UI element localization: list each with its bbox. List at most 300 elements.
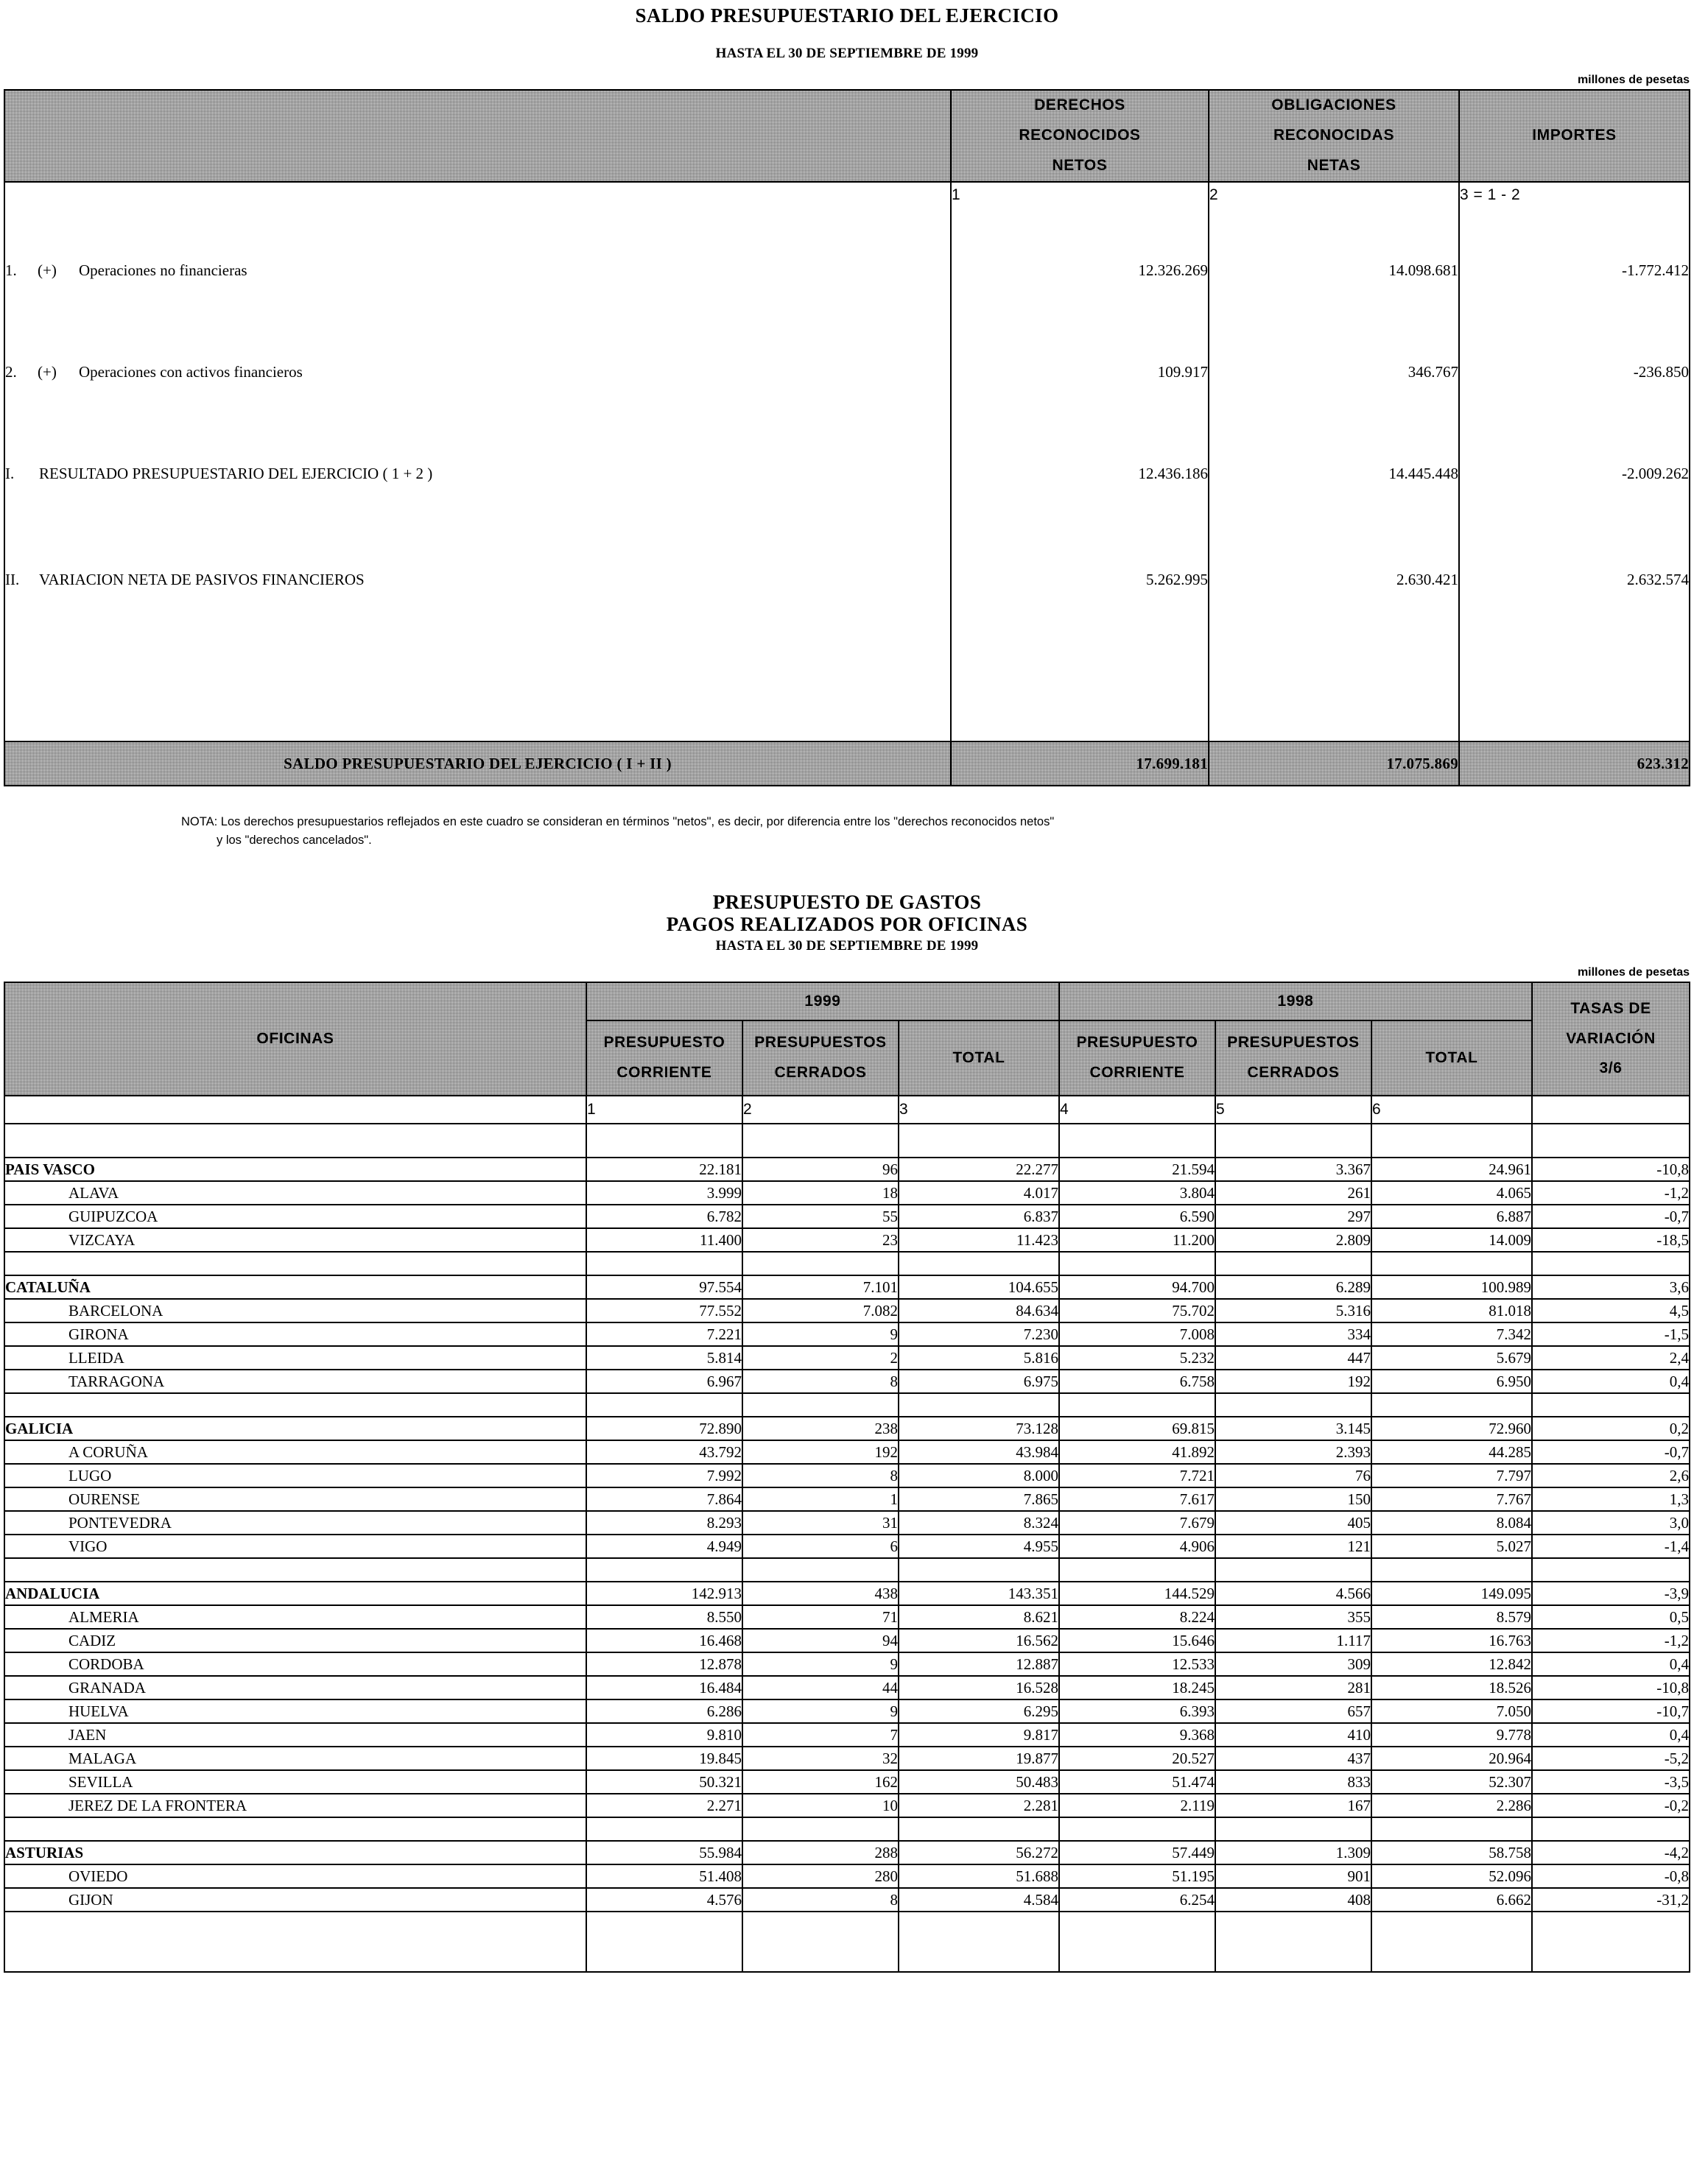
table2-title-line1: PRESUPUESTO DE GASTOS	[712, 890, 982, 913]
table1-total-row	[4, 741, 1690, 786]
cell-c1: 55.984	[586, 1841, 742, 1864]
colnum-1: 1	[951, 182, 1209, 208]
table2-header-1998: 1998	[1059, 982, 1532, 1021]
total-label: SALDO PRESUPUESTARIO DEL EJERCICIO ( I + II )	[4, 741, 951, 786]
cell-c3: 16.528	[899, 1676, 1059, 1699]
cell-c7: 2,4	[1532, 1346, 1690, 1370]
table-row	[4, 1299, 1690, 1322]
colnum-3: 3	[899, 1096, 1059, 1124]
cell-c6: 7.797	[1371, 1464, 1532, 1487]
cell-c3: -236.850	[1459, 356, 1690, 387]
table2-header-tasas	[1532, 982, 1690, 1096]
cell-c1: 12.436.186	[951, 458, 1209, 489]
cell-c1: 6.967	[586, 1370, 742, 1393]
office-name: MALAGA	[4, 1747, 586, 1770]
cell-c2: 192	[742, 1440, 899, 1464]
cell-c1: 8.550	[586, 1605, 742, 1629]
table1-colnum-row	[4, 182, 1690, 208]
spacer-cell	[1371, 1393, 1532, 1417]
cell-c7: -31,2	[1532, 1888, 1690, 1912]
office-name: GRANADA	[4, 1676, 586, 1699]
spacer-cell	[586, 1124, 742, 1158]
saldo-presupuestario-table	[4, 89, 1690, 786]
table-row	[4, 1841, 1690, 1864]
cell-c3: 2.632.574	[1459, 564, 1690, 595]
row-label-operaciones-activos-financieros	[4, 356, 951, 387]
cell-c5: 309	[1215, 1652, 1371, 1676]
cell-c4: 15.646	[1059, 1629, 1215, 1652]
cell-c3: 73.128	[899, 1417, 1059, 1440]
cell-c2: 7.101	[742, 1275, 899, 1299]
cell-c3: 19.877	[899, 1747, 1059, 1770]
cell-c1: 11.400	[586, 1228, 742, 1252]
cell-c7: -0,2	[1532, 1794, 1690, 1817]
table-row	[4, 1699, 1690, 1723]
cell-c2: 238	[742, 1417, 899, 1440]
cell-c3: 6.295	[899, 1699, 1059, 1723]
spacer-cell	[742, 1252, 899, 1275]
cell-c2: 32	[742, 1747, 899, 1770]
table-row	[4, 1181, 1690, 1205]
table-row	[4, 1535, 1690, 1558]
cell-c7: 1,3	[1532, 1487, 1690, 1511]
office-name: CADIZ	[4, 1629, 586, 1652]
cell-c3: 84.634	[899, 1299, 1059, 1322]
cell-c1: 72.890	[586, 1417, 742, 1440]
cell-c6: 81.018	[1371, 1299, 1532, 1322]
spacer-cell	[1215, 1393, 1371, 1417]
row-index: II.	[5, 570, 20, 588]
office-name: SEVILLA	[4, 1770, 586, 1794]
spacer-cell	[4, 1393, 586, 1417]
spacer-cell	[899, 1252, 1059, 1275]
cell-c2: 10	[742, 1794, 899, 1817]
spacer-cell	[4, 286, 951, 356]
note-line-1: NOTA: Los derechos presupuestarios reflejados en este cuadro se consideran en términos "netos", es decir, por diferencia entre los "derechos reconocidos netos"	[181, 815, 1055, 829]
spacer-cell	[1059, 1817, 1215, 1841]
office-name: VIZCAYA	[4, 1228, 586, 1252]
table2-subtitle: HASTA EL 30 DE SEPTIEMBRE DE 1999	[715, 938, 979, 954]
table2-bottom-fill	[4, 1912, 1690, 1972]
table-row	[4, 1464, 1690, 1487]
cell-c4: 75.702	[1059, 1299, 1215, 1322]
cell-c3: 9.817	[899, 1723, 1059, 1747]
header-line-2: CORRIENTE	[1089, 1064, 1185, 1082]
cell-c6: 52.307	[1371, 1770, 1532, 1794]
spacer-cell	[1459, 595, 1690, 741]
table2-units: millones de pesetas	[1577, 966, 1690, 979]
table-row	[4, 1770, 1690, 1794]
table-row	[4, 1487, 1690, 1511]
cell-c4: 69.815	[1059, 1417, 1215, 1440]
office-name: TARRAGONA	[4, 1370, 586, 1393]
table-row	[4, 1417, 1690, 1440]
spacer-cell	[1215, 1124, 1371, 1158]
row-label-resultado-presupuestario	[4, 458, 951, 489]
cell-c3: 43.984	[899, 1440, 1059, 1464]
cell-c6: 16.763	[1371, 1629, 1532, 1652]
cell-c5: 261	[1215, 1181, 1371, 1205]
cell-c4: 6.393	[1059, 1699, 1215, 1723]
spacer-cell	[742, 1817, 899, 1841]
header-line-3: 3/6	[1599, 1060, 1623, 1077]
fill-cell	[899, 1912, 1059, 1972]
table-row	[4, 1322, 1690, 1346]
spacer-cell	[586, 1817, 742, 1841]
spacer-cell	[742, 1124, 899, 1158]
cell-c1: 19.845	[586, 1747, 742, 1770]
header-line-3: NETAS	[1307, 157, 1361, 175]
cell-c4: 41.892	[1059, 1440, 1215, 1464]
cell-c4: 18.245	[1059, 1676, 1215, 1699]
office-name: LLEIDA	[4, 1346, 586, 1370]
table1-header-row	[4, 90, 1690, 182]
header-line-1: PRESUPUESTO	[1076, 1034, 1198, 1052]
cell-c1: 7.992	[586, 1464, 742, 1487]
table2-group-spacer	[4, 1393, 1690, 1417]
office-name: ALMERIA	[4, 1605, 586, 1629]
colnum-6: 6	[1371, 1096, 1532, 1124]
spacer-cell	[951, 208, 1209, 255]
cell-c1: 51.408	[586, 1864, 742, 1888]
spacer-cell	[1459, 387, 1690, 458]
table-row	[4, 1652, 1690, 1676]
cell-c6: 12.842	[1371, 1652, 1532, 1676]
table2-header-1998-total: TOTAL	[1371, 1021, 1532, 1096]
cell-c1: 6.782	[586, 1205, 742, 1228]
cell-c5: 6.289	[1215, 1275, 1371, 1299]
cell-c5: 4.566	[1215, 1582, 1371, 1605]
cell-c7: -0,8	[1532, 1864, 1690, 1888]
cell-c6: 52.096	[1371, 1864, 1532, 1888]
spacer-cell	[586, 1558, 742, 1582]
cell-c7: -3,9	[1532, 1582, 1690, 1605]
cell-c1: 5.262.995	[951, 564, 1209, 595]
table1-units: millones de pesetas	[1577, 74, 1690, 87]
cell-c6: 100.989	[1371, 1275, 1532, 1299]
header-line-1: TASAS DE	[1570, 999, 1651, 1017]
spacer-cell	[1215, 1558, 1371, 1582]
cell-c6: 7.767	[1371, 1487, 1532, 1511]
cell-c1: 7.221	[586, 1322, 742, 1346]
cell-c5: 150	[1215, 1487, 1371, 1511]
cell-c5: 833	[1215, 1770, 1371, 1794]
cell-c2: 31	[742, 1511, 899, 1535]
table1-spacer-row-top	[4, 208, 1690, 255]
spacer-cell	[586, 1393, 742, 1417]
cell-c7: 0,5	[1532, 1605, 1690, 1629]
cell-c3: 6.837	[899, 1205, 1059, 1228]
spacer-cell	[1532, 1393, 1690, 1417]
cell-c6: 7.342	[1371, 1322, 1532, 1346]
cell-c6: 18.526	[1371, 1676, 1532, 1699]
header-line-1: OBLIGACIONES	[1271, 96, 1396, 114]
row-text: RESULTADO PRESUPUESTARIO DEL EJERCICIO ( 1 + 2 )	[39, 464, 433, 482]
cell-c5: 3.367	[1215, 1158, 1371, 1181]
table-row	[4, 1676, 1690, 1699]
cell-c3: -2.009.262	[1459, 458, 1690, 489]
table1-spacer-row	[4, 387, 1690, 458]
cell-c2: 9	[742, 1322, 899, 1346]
cell-c6: 20.964	[1371, 1747, 1532, 1770]
cell-c4: 11.200	[1059, 1228, 1215, 1252]
table2-header-1999-corriente	[586, 1021, 742, 1096]
office-name: ANDALUCIA	[4, 1582, 586, 1605]
cell-c7: -10,8	[1532, 1676, 1690, 1699]
spacer-cell	[1059, 1558, 1215, 1582]
table-row	[4, 255, 1690, 286]
cell-c7: -0,7	[1532, 1205, 1690, 1228]
office-name: HUELVA	[4, 1699, 586, 1723]
cell-c7: -3,5	[1532, 1770, 1690, 1794]
cell-c1: 97.554	[586, 1275, 742, 1299]
cell-c7: 3,0	[1532, 1511, 1690, 1535]
table1-header-obligaciones	[1209, 90, 1459, 182]
cell-c3: 12.887	[899, 1652, 1059, 1676]
colnum-1: 1	[586, 1096, 742, 1124]
fill-cell	[4, 1912, 586, 1972]
cell-c5: 657	[1215, 1699, 1371, 1723]
table2-group-spacer	[4, 1558, 1690, 1582]
table-row	[4, 1440, 1690, 1464]
cell-c2: 96	[742, 1158, 899, 1181]
cell-c4: 51.474	[1059, 1770, 1215, 1794]
cell-c5: 901	[1215, 1864, 1371, 1888]
note-line-2: y los "derechos cancelados".	[217, 833, 372, 847]
cell-c5: 410	[1215, 1723, 1371, 1747]
office-name: ALAVA	[4, 1181, 586, 1205]
cell-c1: 77.552	[586, 1299, 742, 1322]
row-index: 2.	[5, 362, 17, 381]
table2-year-row	[4, 982, 1690, 1021]
spacer-cell	[951, 489, 1209, 564]
spacer-cell	[1532, 1124, 1690, 1158]
office-name: GIJON	[4, 1888, 586, 1912]
cell-c3: 56.272	[899, 1841, 1059, 1864]
table1-title: SALDO PRESUPUESTARIO DEL EJERCICIO	[635, 4, 1059, 27]
table-row	[4, 1346, 1690, 1370]
spacer-cell	[4, 1558, 586, 1582]
cell-c3: 16.562	[899, 1629, 1059, 1652]
colnum-2: 2	[1209, 182, 1459, 208]
table2-header-oficinas: OFICINAS	[4, 982, 586, 1096]
table-row	[4, 1511, 1690, 1535]
cell-c5: 121	[1215, 1535, 1371, 1558]
cell-c4: 2.119	[1059, 1794, 1215, 1817]
spacer-cell	[899, 1817, 1059, 1841]
cell-c6: 4.065	[1371, 1181, 1532, 1205]
cell-c2: 2	[742, 1346, 899, 1370]
cell-c3: 8.324	[899, 1511, 1059, 1535]
spacer-cell	[586, 1252, 742, 1275]
cell-c7: -1,4	[1532, 1535, 1690, 1558]
row-sign: (+)	[38, 362, 57, 381]
table1-spacer-row-bottom	[4, 595, 1690, 741]
cell-c4: 94.700	[1059, 1275, 1215, 1299]
cell-c3: 4.955	[899, 1535, 1059, 1558]
row-label-variacion-neta-pasivos	[4, 564, 951, 595]
cell-c1: 7.864	[586, 1487, 742, 1511]
spacer-cell	[4, 387, 951, 458]
cell-c5: 2.393	[1215, 1440, 1371, 1464]
cell-c6: 44.285	[1371, 1440, 1532, 1464]
cell-c7: 2,6	[1532, 1464, 1690, 1487]
cell-c4: 57.449	[1059, 1841, 1215, 1864]
cell-c4: 7.721	[1059, 1464, 1215, 1487]
cell-c2: 14.098.681	[1209, 255, 1459, 286]
cell-c4: 3.804	[1059, 1181, 1215, 1205]
cell-c3: 5.816	[899, 1346, 1059, 1370]
cell-c7: -1,5	[1532, 1322, 1690, 1346]
cell-c6: 24.961	[1371, 1158, 1532, 1181]
table-row	[4, 1723, 1690, 1747]
cell-c2: 280	[742, 1864, 899, 1888]
office-name: GIRONA	[4, 1322, 586, 1346]
spacer-cell	[951, 286, 1209, 356]
table2-header-1998-cerrados	[1215, 1021, 1371, 1096]
office-name: GUIPUZCOA	[4, 1205, 586, 1228]
cell-c6: 5.027	[1371, 1535, 1532, 1558]
cell-c4: 8.224	[1059, 1605, 1215, 1629]
total-c3: 623.312	[1459, 741, 1690, 786]
table-row	[4, 1605, 1690, 1629]
spacer-cell	[4, 489, 951, 564]
cell-c1: 9.810	[586, 1723, 742, 1747]
spacer-cell	[1532, 1252, 1690, 1275]
cell-c3: 8.000	[899, 1464, 1059, 1487]
cell-c3: 7.230	[899, 1322, 1059, 1346]
spacer-cell	[1215, 1252, 1371, 1275]
cell-c1: 109.917	[951, 356, 1209, 387]
header-line-2: RECONOCIDOS	[1019, 127, 1141, 144]
cell-c3: 11.423	[899, 1228, 1059, 1252]
spacer-cell	[1459, 286, 1690, 356]
table-row	[4, 1864, 1690, 1888]
cell-c5: 297	[1215, 1205, 1371, 1228]
table-row	[4, 1228, 1690, 1252]
cell-c5: 405	[1215, 1511, 1371, 1535]
table-row	[4, 564, 1690, 595]
cell-c4: 7.679	[1059, 1511, 1215, 1535]
row-index: 1.	[5, 261, 17, 279]
cell-c5: 334	[1215, 1322, 1371, 1346]
cell-c5: 2.809	[1215, 1228, 1371, 1252]
table2-colnum-row	[4, 1096, 1690, 1124]
cell-c4: 5.232	[1059, 1346, 1215, 1370]
spacer-cell	[899, 1558, 1059, 1582]
cell-c5: 192	[1215, 1370, 1371, 1393]
cell-c3: 143.351	[899, 1582, 1059, 1605]
row-text: Operaciones con activos financieros	[79, 362, 303, 381]
table-row	[4, 458, 1690, 489]
spacer-cell	[951, 387, 1209, 458]
row-text: VARIACION NETA DE PASIVOS FINANCIEROS	[39, 570, 365, 588]
header-line-1: PRESUPUESTO	[603, 1034, 725, 1052]
cell-c4: 6.590	[1059, 1205, 1215, 1228]
fill-cell	[1059, 1912, 1215, 1972]
cell-c2: 9	[742, 1699, 899, 1723]
table-row	[4, 1747, 1690, 1770]
cell-c4: 7.008	[1059, 1322, 1215, 1346]
cell-c7: -18,5	[1532, 1228, 1690, 1252]
cell-c7: 4,5	[1532, 1299, 1690, 1322]
table-row	[4, 1370, 1690, 1393]
cell-c1: 50.321	[586, 1770, 742, 1794]
row-index: I.	[5, 464, 15, 482]
cell-c7: -10,7	[1532, 1699, 1690, 1723]
cell-c2: 1	[742, 1487, 899, 1511]
cell-c1: 8.293	[586, 1511, 742, 1535]
cell-c2: 438	[742, 1582, 899, 1605]
header-line-2: VARIACIÓN	[1566, 1029, 1656, 1047]
cell-c2: 8	[742, 1464, 899, 1487]
cell-c2: 6	[742, 1535, 899, 1558]
spacer-cell	[899, 1393, 1059, 1417]
spacer-cell	[1371, 1252, 1532, 1275]
spacer-cell	[742, 1558, 899, 1582]
office-name: JAEN	[4, 1723, 586, 1747]
header-line-1: DERECHOS	[1034, 96, 1125, 114]
cell-c2: 8	[742, 1370, 899, 1393]
table1-spacer-row	[4, 286, 1690, 356]
cell-c2: 8	[742, 1888, 899, 1912]
table-row	[4, 1794, 1690, 1817]
spacer-cell	[1059, 1252, 1215, 1275]
cell-c7: -10,8	[1532, 1158, 1690, 1181]
cell-c1: 6.286	[586, 1699, 742, 1723]
header-line-1: PRESUPUESTOS	[1227, 1034, 1360, 1052]
cell-c4: 20.527	[1059, 1747, 1215, 1770]
cell-c4: 4.906	[1059, 1535, 1215, 1558]
cell-c2: 23	[742, 1228, 899, 1252]
colnum-blank	[4, 1096, 586, 1124]
cell-c7: 0,4	[1532, 1652, 1690, 1676]
cell-c4: 6.758	[1059, 1370, 1215, 1393]
spacer-cell	[1532, 1558, 1690, 1582]
cell-c5: 5.316	[1215, 1299, 1371, 1322]
total-c2: 17.075.869	[1209, 741, 1459, 786]
cell-c6: 6.887	[1371, 1205, 1532, 1228]
table2-group-spacer	[4, 1252, 1690, 1275]
header-line-2: CERRADOS	[1247, 1064, 1340, 1082]
office-name: CATALUÑA	[4, 1275, 586, 1299]
table-row	[4, 356, 1690, 387]
cell-c1: 4.949	[586, 1535, 742, 1558]
cell-c2: 7.082	[742, 1299, 899, 1322]
cell-c6: 72.960	[1371, 1417, 1532, 1440]
cell-c3: -1.772.412	[1459, 255, 1690, 286]
cell-c5: 76	[1215, 1464, 1371, 1487]
table2-body	[4, 1158, 1690, 1912]
office-name: GALICIA	[4, 1417, 586, 1440]
table1-header-derechos	[951, 90, 1209, 182]
office-name: OURENSE	[4, 1487, 586, 1511]
cell-c2: 44	[742, 1676, 899, 1699]
pagos-por-oficinas-table	[4, 982, 1690, 1973]
cell-c3: 4.584	[899, 1888, 1059, 1912]
office-name: VIGO	[4, 1535, 586, 1558]
cell-c5: 408	[1215, 1888, 1371, 1912]
cell-c2: 288	[742, 1841, 899, 1864]
cell-c2: 9	[742, 1652, 899, 1676]
spacer-cell	[1371, 1124, 1532, 1158]
cell-c2: 18	[742, 1181, 899, 1205]
table2-header-1999-cerrados	[742, 1021, 899, 1096]
cell-c6: 149.095	[1371, 1582, 1532, 1605]
spacer-cell	[1209, 286, 1459, 356]
spacer-cell	[1532, 1817, 1690, 1841]
spacer-cell	[1371, 1558, 1532, 1582]
